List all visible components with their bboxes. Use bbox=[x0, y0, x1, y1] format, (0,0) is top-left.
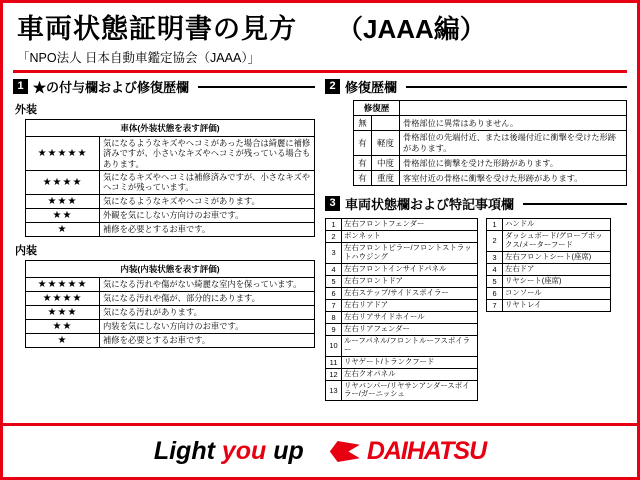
table-row bbox=[326, 275, 478, 287]
table-row bbox=[26, 319, 315, 333]
part-number: 9 bbox=[326, 323, 342, 335]
part-name: コンソール bbox=[503, 287, 611, 299]
table-row bbox=[326, 323, 478, 335]
part-number: 13 bbox=[326, 380, 342, 401]
repair-level: 軽度 bbox=[372, 131, 400, 156]
rating-stars: ★★★ bbox=[26, 305, 100, 319]
part-name: 左右フロントドア bbox=[342, 275, 478, 287]
table-row bbox=[26, 291, 315, 305]
part-name: 左右リアサイドホイール bbox=[342, 311, 478, 323]
repair-level bbox=[372, 116, 400, 131]
part-number: 3 bbox=[326, 243, 342, 264]
repair-level: 中度 bbox=[372, 156, 400, 171]
exterior-table-header: 車体(外装状態を表す評価) bbox=[26, 120, 315, 137]
rating-description: 内装を気にしない方向けのお車です。 bbox=[100, 319, 315, 333]
right-column bbox=[325, 77, 627, 401]
rating-description: 補修を必要とするお車です。 bbox=[100, 222, 315, 236]
table-row bbox=[487, 231, 611, 252]
section-1-title: ★の付与欄および修復歴欄 bbox=[33, 80, 190, 95]
table-row bbox=[26, 194, 315, 208]
repair-mark: 有 bbox=[354, 156, 372, 171]
section-1-rule bbox=[198, 86, 315, 88]
part-name: 左右リアドア bbox=[342, 299, 478, 311]
part-name: ハンドル bbox=[503, 219, 611, 231]
rating-stars: ★ bbox=[26, 222, 100, 236]
table-row bbox=[487, 219, 611, 231]
table-row bbox=[326, 299, 478, 311]
repair-table-header: 修復歴 bbox=[354, 101, 400, 116]
section-3-title: 車両状態欄および特記事項欄 bbox=[345, 197, 515, 212]
table-row bbox=[354, 131, 627, 156]
interior-table-header: 内装(内装状態を表す評価) bbox=[26, 260, 315, 277]
rating-stars: ★★ bbox=[26, 319, 100, 333]
table-row bbox=[354, 156, 627, 171]
rating-stars: ★★★★★ bbox=[26, 277, 100, 291]
slogan-light: Light bbox=[153, 437, 222, 465]
rating-description: 気になるようなキズやヘコミがあります。 bbox=[100, 194, 315, 208]
repair-history-table bbox=[353, 100, 627, 186]
daihatsu-mark-icon bbox=[330, 441, 360, 462]
exterior-label: 外装 bbox=[15, 104, 37, 116]
section-1-number: 1 bbox=[13, 79, 28, 94]
title-main: 車両状態証明書の見方 bbox=[17, 14, 297, 44]
part-number: 1 bbox=[326, 219, 342, 231]
table-row bbox=[26, 277, 315, 291]
repair-description: 骨格部位に異常はありません。 bbox=[400, 116, 627, 131]
rating-description: 気になる汚れや傷が、部分的にあります。 bbox=[100, 291, 315, 305]
part-number: 5 bbox=[487, 275, 503, 287]
part-name: 左右フロントピラー/フロントストラットハウジング bbox=[342, 243, 478, 264]
rating-stars: ★★★ bbox=[26, 194, 100, 208]
repair-table-header-blank bbox=[400, 101, 627, 116]
table-row bbox=[26, 137, 315, 171]
rating-description: 気になるようなキズやヘコミがあった場合は綺麗に補修済みですが、小さいなキズやヘコミが残っている場合もあります。 bbox=[100, 137, 315, 171]
table-header-row bbox=[26, 260, 315, 277]
table-row bbox=[26, 222, 315, 236]
section-1-header bbox=[13, 77, 315, 96]
table-header-row bbox=[354, 101, 627, 116]
table-row bbox=[487, 287, 611, 299]
part-name: リヤゲート/トランクフード bbox=[342, 356, 478, 368]
part-name: 左右フロントシート(座席) bbox=[503, 251, 611, 263]
part-name: ボンネット bbox=[342, 231, 478, 243]
slogan-up: up bbox=[266, 437, 304, 465]
rating-stars: ★ bbox=[26, 333, 100, 347]
repair-mark: 有 bbox=[354, 131, 372, 156]
interior-label: 内装 bbox=[15, 244, 37, 257]
repair-description: 骨格部位に衝撃を受けた形跡があります。 bbox=[400, 156, 627, 171]
section-2-rule bbox=[406, 86, 627, 88]
part-number: 10 bbox=[326, 335, 342, 356]
part-name: 左右ステップ/サイドスポイラー bbox=[342, 287, 478, 299]
repair-mark: 有 bbox=[354, 171, 372, 186]
section-3-rule bbox=[523, 203, 627, 205]
part-number: 7 bbox=[487, 299, 503, 311]
part-name: 左右フロントインサイドパネル bbox=[342, 263, 478, 275]
page-title bbox=[3, 3, 637, 46]
table-row bbox=[354, 171, 627, 186]
section-2-title: 修復歴欄 bbox=[345, 80, 398, 95]
table-row bbox=[326, 335, 478, 356]
daihatsu-logo bbox=[330, 437, 486, 466]
table-row bbox=[326, 311, 478, 323]
repair-description: 骨格部位の先端付近、または後端付近に衝撃を受けた形跡があります。 bbox=[400, 131, 627, 156]
association-name: 「NPO法人 日本自動車鑑定協会（JAAA）」 bbox=[17, 51, 261, 65]
rating-description: 補修を必要とするお車です。 bbox=[100, 333, 315, 347]
part-number: 1 bbox=[487, 219, 503, 231]
part-name: ダッシュボード/グローブボックス/メーターフード bbox=[503, 231, 611, 252]
section-3-number: 3 bbox=[325, 196, 340, 211]
part-name: 左右クオパネル bbox=[342, 368, 478, 380]
repair-level: 重度 bbox=[372, 171, 400, 186]
rating-stars: ★★★★ bbox=[26, 291, 100, 305]
section-2-number: 2 bbox=[325, 79, 340, 94]
table-row bbox=[487, 263, 611, 275]
part-number: 4 bbox=[326, 263, 342, 275]
part-number: 6 bbox=[326, 287, 342, 299]
footer-content bbox=[3, 426, 637, 477]
section-2-header bbox=[325, 77, 627, 96]
rating-description: 気になる汚れや傷がない綺麗な室内を保っています。 bbox=[100, 277, 315, 291]
part-number: 11 bbox=[326, 356, 342, 368]
part-number: 3 bbox=[487, 251, 503, 263]
table-row bbox=[326, 263, 478, 275]
table-row bbox=[26, 208, 315, 222]
part-number: 8 bbox=[326, 311, 342, 323]
interior-parts-table bbox=[486, 218, 611, 312]
table-row bbox=[487, 275, 611, 287]
part-name: 左右フロントフェンダー bbox=[342, 219, 478, 231]
table-row bbox=[326, 287, 478, 299]
rating-stars: ★★★★★ bbox=[26, 137, 100, 171]
parts-tables bbox=[325, 218, 627, 401]
table-row bbox=[487, 299, 611, 311]
part-name: ルーフパネル/フロントルーフスポイラー bbox=[342, 335, 478, 356]
table-row bbox=[326, 243, 478, 264]
part-number: 4 bbox=[487, 263, 503, 275]
exterior-parts-table bbox=[325, 218, 478, 401]
table-row bbox=[26, 305, 315, 319]
exterior-table bbox=[25, 119, 315, 237]
table-row bbox=[354, 116, 627, 131]
table-header-row bbox=[26, 120, 315, 137]
table-row bbox=[326, 380, 478, 401]
part-name: 左右リアフェンダー bbox=[342, 323, 478, 335]
slogan-you: you bbox=[221, 437, 267, 465]
table-row bbox=[326, 356, 478, 368]
part-number: 2 bbox=[326, 231, 342, 243]
left-column bbox=[13, 77, 315, 401]
part-number: 5 bbox=[326, 275, 342, 287]
part-name: リヤトレイ bbox=[503, 299, 611, 311]
slogan bbox=[154, 437, 304, 466]
rating-description: 気になるキズやヘコミは補修済みですが、小さなキズやヘコミが残っています。 bbox=[100, 171, 315, 195]
part-name: リヤバンパー/リヤサンアンダースポイラー/ガーニッシュ bbox=[342, 380, 478, 401]
rating-description: 外観を気にしない方向けのお車です。 bbox=[100, 208, 315, 222]
table-row bbox=[487, 251, 611, 263]
table-row bbox=[326, 231, 478, 243]
table-row bbox=[26, 333, 315, 347]
part-number: 12 bbox=[326, 368, 342, 380]
footer bbox=[3, 423, 637, 477]
rating-stars: ★★ bbox=[26, 208, 100, 222]
daihatsu-wordmark: DAIHATSU bbox=[366, 437, 487, 465]
interior-table bbox=[25, 260, 315, 348]
table-row bbox=[26, 171, 315, 195]
content-columns bbox=[3, 73, 637, 401]
repair-mark: 無 bbox=[354, 116, 372, 131]
section-3-header bbox=[325, 194, 627, 213]
part-number: 7 bbox=[326, 299, 342, 311]
table-row bbox=[326, 219, 478, 231]
title-sub: （JAAA編） bbox=[337, 14, 486, 44]
table-row bbox=[326, 368, 478, 380]
repair-description: 客室付近の骨格に衝撃を受けた形跡があります。 bbox=[400, 171, 627, 186]
part-number: 6 bbox=[487, 287, 503, 299]
rating-description: 気になる汚れがあります。 bbox=[100, 305, 315, 319]
rating-stars: ★★★★ bbox=[26, 171, 100, 195]
part-name: リヤシート(座席) bbox=[503, 275, 611, 287]
part-number: 2 bbox=[487, 231, 503, 252]
part-name: 左右ドア bbox=[503, 263, 611, 275]
